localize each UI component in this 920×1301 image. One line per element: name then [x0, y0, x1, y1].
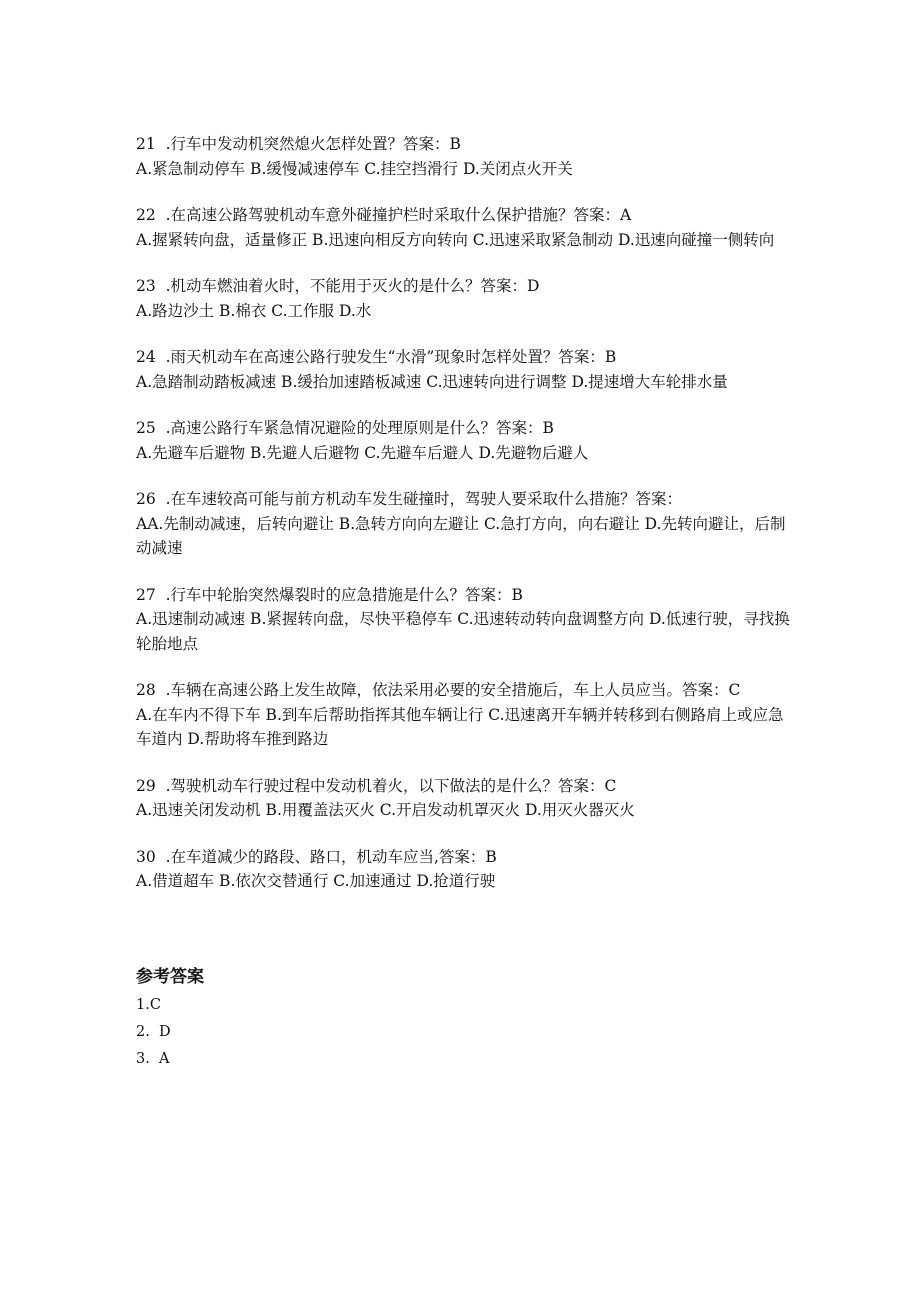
question-options: A.迅速制动减速 B.紧握转向盘，尽快平稳停车 C.迅速转动转向盘调整方向 D.低速行驶，寻找换轮胎地点	[136, 610, 790, 653]
answer-key-title: 参考答案	[136, 966, 204, 987]
question-item	[136, 345, 796, 394]
question-item	[136, 774, 796, 823]
question-options: A.借道超车 B.依次交替通行 C.加速通过 D.抢道行驶	[136, 872, 496, 890]
document-page	[136, 132, 796, 1073]
question-options: A.在车内不得下车 B.到车后帮助指挥其他车辆让行 C.迅速离开车辆并转移到右侧路肩上或应急车道内 D.帮助将车推到路边	[136, 705, 784, 748]
question-item	[136, 416, 796, 465]
question-item	[136, 203, 796, 252]
question-text: 25 .高速公路行车紧急情况避险的处理原则是什么？答案：B	[136, 419, 554, 437]
question-text: 23 .机动车燃油着火时，不能用于灭火的是什么？答案：D	[136, 277, 540, 295]
question-item	[136, 845, 796, 894]
answer-key-item: 1.C	[136, 996, 161, 1013]
question-item	[136, 583, 796, 657]
question-options: A.迅速关闭发动机 B.用覆盖法灭火 C.开启发动机罩灭火 D.用灭火器灭火	[136, 801, 635, 819]
question-text: 26 .在车速较高可能与前方机动车发生碰撞时，驾驶人要采取什么措施？答案：	[136, 490, 683, 508]
question-item	[136, 132, 796, 181]
answer-key-item: 3. A	[136, 1050, 170, 1067]
question-list	[136, 132, 796, 894]
answer-key-section	[136, 964, 796, 1073]
question-options: AA.先制动减速，后转向避让 B.急转方向向左避让 C.急打方向，向右避让 D.先转向避让，后制动减速	[136, 514, 786, 557]
question-text: 27 .行车中轮胎突然爆裂时的应急措施是什么？答案：B	[136, 585, 523, 604]
question-item	[136, 274, 796, 323]
question-item	[136, 678, 796, 752]
question-options: A.急踏制动踏板减速 B.缓抬加速踏板减速 C.迅速转向进行调整 D.提速增大车轮排水量	[136, 372, 728, 391]
question-text: 22 .在高速公路驾驶机动车意外碰撞护栏时采取什么保护措施？答案：A	[136, 206, 632, 224]
question-text: 28 .车辆在高速公路上发生故障，依法采用必要的安全措施后，车上人员应当。答案：C	[136, 681, 741, 699]
question-text: 24 .雨天机动车在高速公路行驶发生“水滑”现象时怎样处置？答案：B	[136, 348, 617, 366]
question-options: A.路边沙土 B.棉衣 C.工作服 D.水	[136, 301, 372, 320]
question-text: 30 .在车道减少的路段、路口，机动车应当,答案：B	[136, 847, 497, 866]
question-text: 21 .行车中发动机突然熄火怎样处置？答案：B	[136, 135, 461, 153]
answer-key-item: 2. D	[136, 1023, 171, 1040]
question-options: A.紧急制动停车 B.缓慢减速停车 C.挂空挡滑行 D.关闭点火开关	[136, 159, 573, 178]
question-options: A.握紧转向盘，适量修正 B.迅速向相反方向转向 C.迅速采取紧急制动 D.迅速向碰撞一侧转向	[136, 230, 775, 249]
question-options: A.先避车后避物 B.先避人后避物 C.先避车后避人 D.先避物后避人	[136, 443, 589, 462]
question-text: 29 .驾驶机动车行驶过程中发动机着火，以下做法的是什么？答案：C	[136, 776, 617, 795]
question-item	[136, 487, 796, 561]
